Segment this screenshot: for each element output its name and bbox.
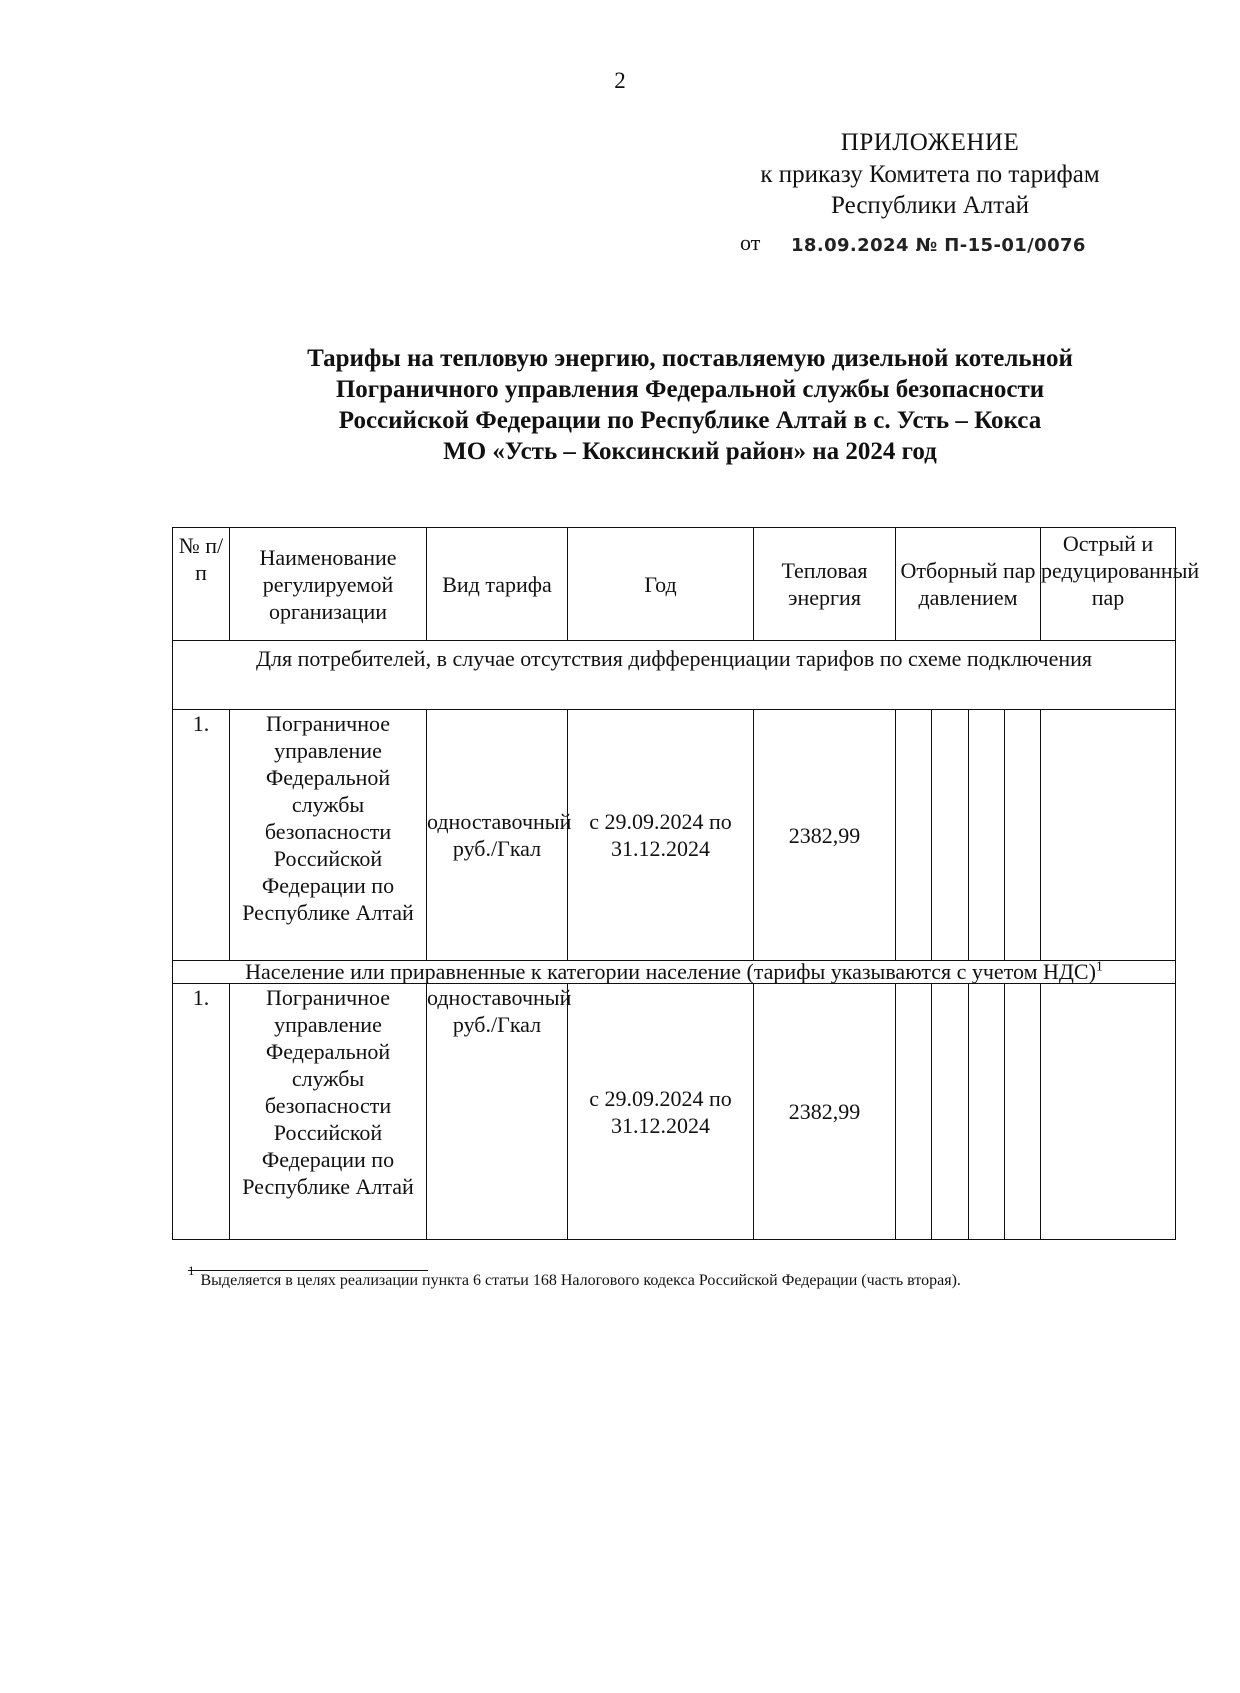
table-row [173,984,1176,1240]
section-label: Для потребителей, в случае отсутствия дифференциации тарифов по схеме подключения [173,641,1176,710]
appendix-order-number: 18.09.2024 № П-15-01/0076 [791,235,1086,256]
header-num: № п/п [173,528,230,641]
title-line: Пограничного управления Федеральной службы безопасности [335,376,1045,403]
section-row [173,961,1176,984]
header-heat-energy: Тепловая энергия [754,528,896,641]
cell-year: с 29.09.2024 по 31.12.2024 [568,984,754,1240]
cell-year: с 29.09.2024 по 31.12.2024 [568,710,754,961]
header-extraction-steam: Отборный пар давлением [896,528,1041,641]
title-line: МО «Усть – Коксинский район» на 2024 год [443,438,937,465]
steam-subcolumns [896,984,1040,1239]
cell-tariff-type: одноставочный руб./Гкал [427,984,568,1240]
section-label: Население или приравненные к категории население (тарифы указываются с учетом НДС) [245,959,1096,984]
cell-sharp-steam [1041,710,1176,961]
cell-organization: Пограничное управление Федеральной службы безопасности Российской Федерации по Республике Алтай [230,710,427,961]
cell-num: 1. [173,984,230,1240]
title-line: Тарифы на тепловую энергию, поставляемую дизельной котельной [307,345,1073,372]
header-year: Год [568,528,754,641]
header-tariff-type: Вид тарифа [427,528,568,641]
cell-heat-energy: 2382,99 [754,710,896,961]
appendix-from-label: от [740,230,761,255]
header-organization: Наименование регулируемой организации [230,528,427,641]
cell-tariff-type: одноставочный руб./Гкал [427,710,568,961]
footnote [188,1262,961,1290]
section-row [173,641,1176,710]
document-title [230,343,1150,467]
header-sharp-steam: Острый и редуцированный пар [1041,528,1176,641]
table-row [173,710,1176,961]
cell-num: 1. [173,710,230,961]
footnote-mark: 1 [1095,959,1103,975]
cell-heat-energy: 2382,99 [754,984,896,1240]
cell-organization: Пограничное управление Федеральной службы безопасности Российской Федерации по Республике Алтай [230,984,427,1240]
cell-extraction-steam [896,984,1041,1240]
title-line: Российской Федерации по Республике Алтай в с. Усть – Кокса [338,407,1042,434]
cell-sharp-steam [1041,984,1176,1240]
appendix-line-2: Республики Алтай [831,192,1029,219]
appendix-title: ПРИЛОЖЕНИЕ [840,129,1020,156]
steam-subcolumns [896,710,1040,960]
footnote-divider [188,1270,428,1271]
footnote-number: 1 [188,1262,195,1278]
tariff-table [172,527,1200,1240]
footnote-text: Выделяется в целях реализации пункта 6 статьи 168 Налогового кодекса Российской Федерации (часть вторая). [200,1272,961,1289]
table-header-row [173,528,1176,641]
section-label-wrap [173,961,1176,984]
appendix-line-1: к приказу Комитета по тарифам [760,161,1100,188]
page-number: 2 [614,68,626,93]
cell-extraction-steam [896,710,1041,961]
